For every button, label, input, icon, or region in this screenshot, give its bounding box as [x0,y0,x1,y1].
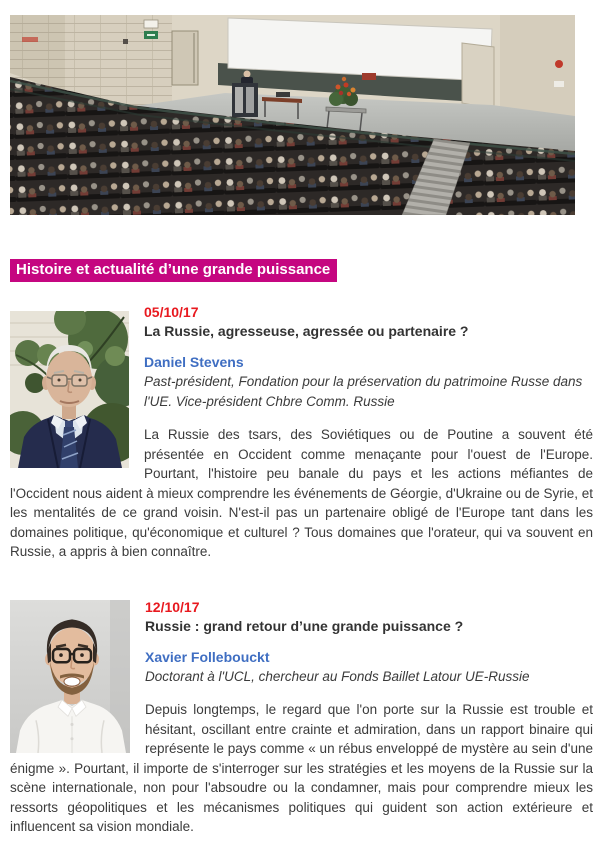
portrait-daniel-stevens-illustration [10,311,129,468]
event-description: La Russie des tsars, des Soviétiques ou de Poutine a souvent été présentée en Occident comme menaçante pour l'ouest de l'Europe. Pourtant, l'histoire peu banale du pays et les actions méfiantes de l'Occident nous aident à mieux comprendre les événements de Géorgie, d'Ukraine ou de Syrie, et les mentalités de ce grand voisin. N'est-il pas un partenaire obligé de l'Europe tant dans les domaines politique, qu'économique et culturel ? Tous domaines que l'orateur, qui va souvent en Russie, a appris à bien connaître. [10,427,593,559]
smile [64,677,80,686]
lectern [232,83,258,117]
event-date: 12/10/17 [145,598,200,615]
event-title: Russie : grand retour d’une grande puissance ? [145,617,464,634]
speaker-name: Xavier Follebouckt [145,648,270,665]
lecture-hall-illustration [10,15,575,215]
speaker-photo-daniel-stevens [10,311,129,468]
round-red-sign [555,60,563,68]
red-wall-text [22,37,38,42]
lecture-hall-photo [10,15,575,215]
event-date: 05/10/17 [144,304,199,320]
portrait-xavier-follebouckt-illustration [10,600,130,753]
speaker-role: Doctorant à l'UCL, chercheur au Fonds Baillet Latour UE-Russie [145,668,530,684]
event-title: La Russie, agresseuse, agressée ou partenaire ? [144,323,469,339]
red-sign [362,73,376,80]
wall-sign [144,20,158,28]
right-door [462,43,494,109]
speaker-role: Past-président, Fondation pour la préservation du patrimoine Russe dans l'UE. Vice-président Chbre Comm. Russie [144,374,583,409]
speaker-photo-xavier-follebouckt [10,600,130,753]
event-item-1 [10,303,593,562]
event-item-2 [10,598,593,837]
event-description: Depuis longtemps, le regard que l'on porte sur la Russie est trouble et hésitant, oscillant entre crainte et admiration, dans un rapport binaire qui représente le pays comme « un rébus enveloppé de mystère au sein d'une énigme ». Pourtant, il importe de s'interroger sur les stratégies et les moyens de la Russie sur la scène internationale, non pour l'absoudre ou la condamner, mais pour comprendre mieux les ressorts géopolitiques et les mécanismes politiques qui guident son action extérieure et influencent sa vision mondiale. [10,702,593,834]
section-banner: Histoire et actualité d’une grande puissance [10,259,337,282]
speaker-name: Daniel Stevens [144,354,244,370]
